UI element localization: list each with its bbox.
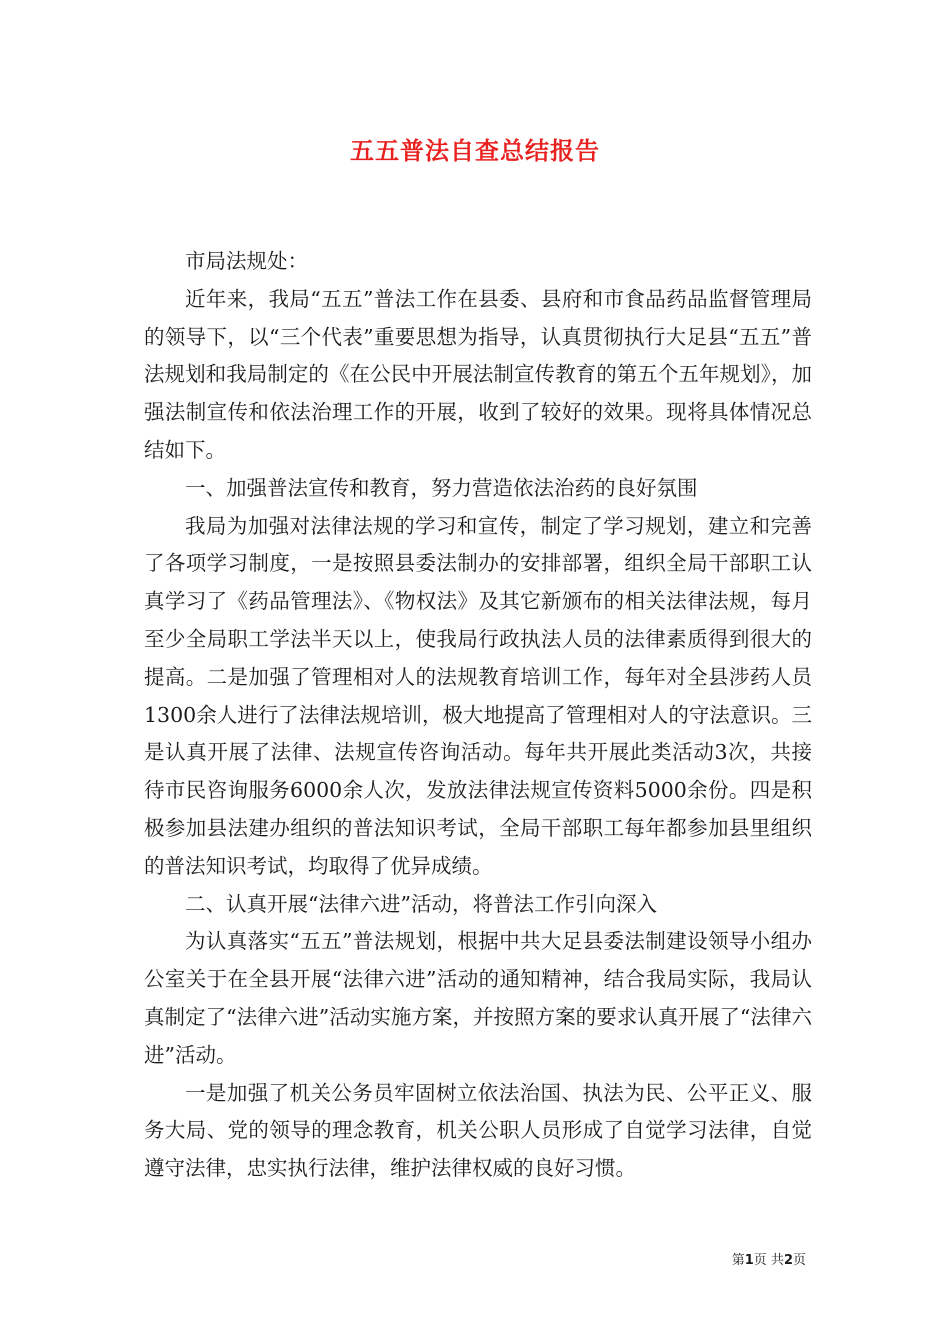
current-page-number: 1 bbox=[744, 1253, 754, 1268]
footer-prefix: 第 bbox=[731, 1253, 745, 1268]
section-2-paragraph: 为认真落实“五五”普法规划，根据中共大足县委法制建设领导小组办公室关于在全县开展“法律六进”活动的通知精神，结合我局实际，我局认真制定了“法律六进”活动实施方案，并按照方案的要求认真开展了“法律六进”活动。 bbox=[144, 929, 812, 1067]
section-heading-1: 一、加强普法宣传和教育，努力营造依法治药的良好氛围 bbox=[185, 475, 698, 500]
total-pages-number: 2 bbox=[783, 1253, 793, 1268]
salutation: 市局法规处： bbox=[185, 249, 308, 273]
section-heading-2: 二、认真开展“法律六进”活动，将普法工作引向深入 bbox=[185, 891, 657, 916]
footer-suffix: 页 bbox=[792, 1253, 806, 1268]
footer-middle: 页 共 bbox=[753, 1253, 784, 1268]
document-title: 五五普法自查总结报告 bbox=[350, 136, 600, 165]
section-2-item-1-paragraph: 一是加强了机关公务员牢固树立依法治国、执法为民、公平正义、服务大局、党的领导的理念教育，机关公职人员形成了自觉学习法律，自觉遵守法律，忠实执行法律，维护法律权威的良好习惯。 bbox=[144, 1080, 812, 1181]
intro-paragraph: 近年来，我局“五五”普法工作在县委、县府和市食品药品监督管理局的领导下，以“三个代表”重要思想为指导，认真贯彻执行大足县“五五”普法规划和我局制定的《在公民中开展法制宣传教育的第五个五年规划》，加强法制宣传和依法治理工作的开展，收到了较好的效果。现将具体情况总结如下。 bbox=[144, 286, 812, 462]
section-1-paragraph: 我局为加强对法律法规的学习和宣传，制定了学习规划，建立和完善了各项学习制度，一是按照县委法制办的安排部署，组织全局干部职工认真学习了《药品管理法》、《物权法》及其它新颁布的相关法律法规，每月至少全局职工学法半天以上，使我局行政执法人员的法律素质得到很大的提高。二是加强了管理相对人的法规教育培训工作，每年对全县涉药人员1300余人进行了法律法规培训，极大地提高了管理相对人的守法意识。三是认真开展了法律、法规宣传咨询活动。每年共开展此类活动3次，共接待市民咨询服务6000余人次，发放法律法规宣传资料5000余份。四是积极参加县法建办组织的普法知识考试，全局干部职工每年都参加县里组织的普法知识考试，均取得了优异成绩。 bbox=[144, 513, 812, 878]
page-number-footer bbox=[732, 1249, 806, 1268]
document-body bbox=[144, 243, 812, 1188]
